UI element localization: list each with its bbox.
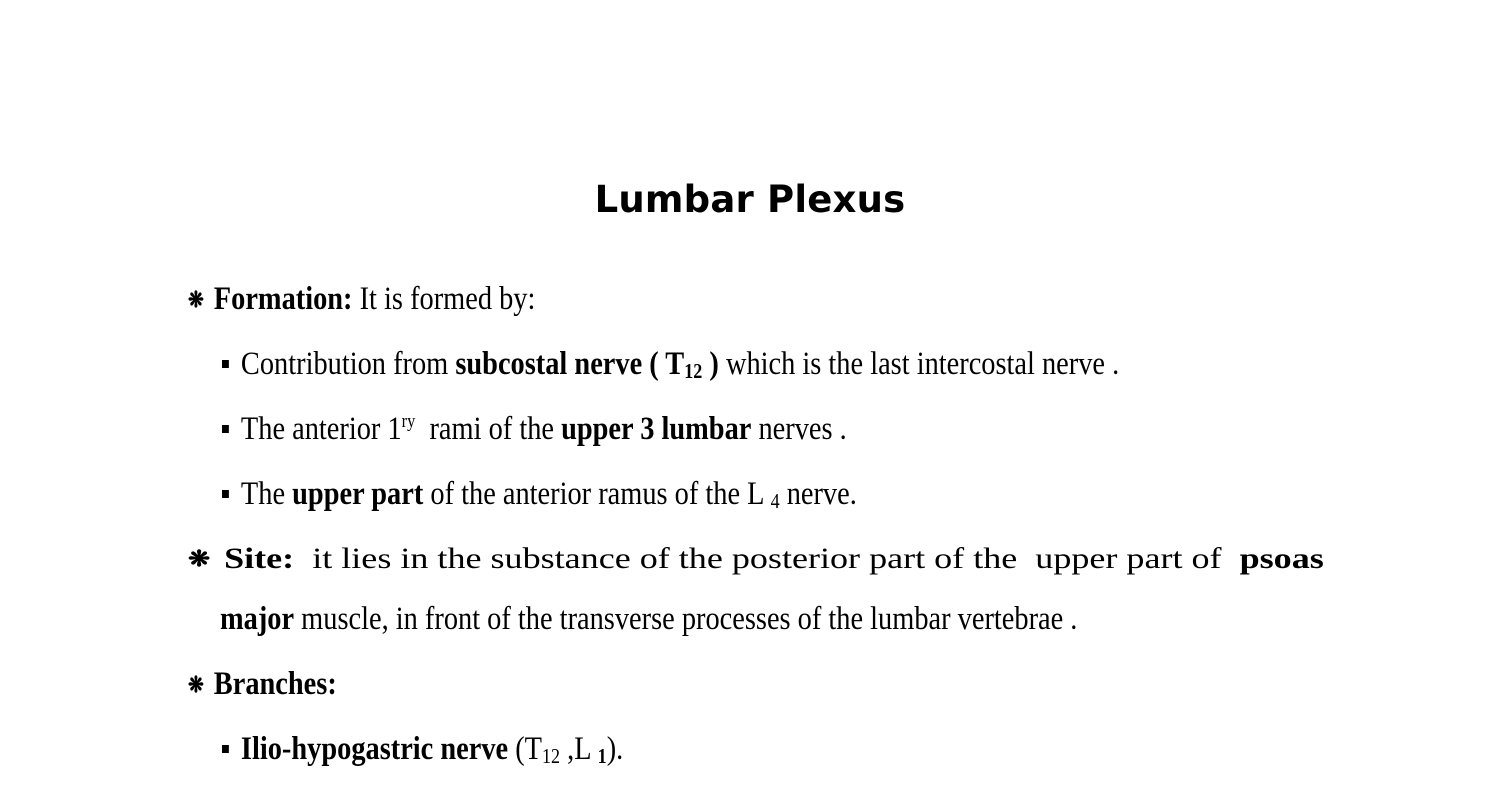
item-text: Contribution from — [240, 346, 456, 382]
item-text-post: which is the last intercostal nerve . — [718, 346, 1120, 382]
site-bold-1: psoas — [1239, 542, 1324, 575]
item-subscript: 4 — [770, 489, 780, 513]
square-bullet-icon — [222, 490, 229, 498]
item-text-mid: rami of the — [415, 411, 562, 447]
item-text-post: nerve. — [779, 476, 857, 512]
site-label: Site: — [224, 542, 295, 575]
item-bold-end: ) — [702, 346, 719, 382]
square-bullet-icon — [222, 745, 229, 753]
site-bold-2: major — [220, 601, 295, 637]
item-bold: upper part — [292, 476, 424, 512]
item-text: The — [240, 476, 293, 512]
branches-label: Branches: — [213, 666, 337, 702]
item-subscript: 12 — [684, 359, 703, 383]
item-bold: subcostal nerve ( T — [455, 346, 685, 382]
formation-item-2 — [222, 409, 847, 449]
branches-heading — [188, 664, 337, 705]
item-text-mid: ,L — [560, 731, 598, 767]
site-line-2 — [220, 599, 1077, 639]
item-subscript: 12 — [542, 744, 561, 768]
item-text-post: nerves . — [751, 411, 847, 447]
item-bold: Ilio-hypogastric nerve — [240, 731, 509, 767]
asterisk-bullet-icon: ❋ — [188, 546, 211, 571]
formation-heading — [188, 279, 535, 320]
formation-label: Formation: — [213, 281, 353, 317]
formation-item-1 — [222, 344, 1119, 384]
square-bullet-icon — [222, 425, 229, 433]
item-bold: upper 3 lumbar — [561, 411, 752, 447]
item-text: The anterior 1 — [240, 411, 402, 447]
site-line-1 — [188, 539, 1324, 579]
site-text-2: muscle, in front of the transverse processes of the lumbar vertebrae . — [294, 601, 1078, 637]
item-text-post: ). — [606, 731, 624, 767]
formation-item-3 — [222, 474, 857, 514]
square-bullet-icon — [222, 360, 229, 368]
item-text-mid: of the anterior ramus of the L — [423, 476, 771, 512]
asterisk-bullet-icon: ❋ — [188, 287, 204, 312]
asterisk-bullet-icon: ❋ — [188, 672, 204, 697]
formation-text: It is formed by: — [359, 281, 536, 317]
item-superscript: ry — [401, 411, 416, 432]
site-text-1: it lies in the substance of the posterior part of the upper part of — [294, 542, 1240, 575]
branch-item-1 — [222, 729, 623, 769]
item-text: (T — [508, 731, 543, 767]
item-subscript: 1 — [597, 744, 607, 768]
page-title: Lumbar Plexus — [594, 178, 906, 221]
